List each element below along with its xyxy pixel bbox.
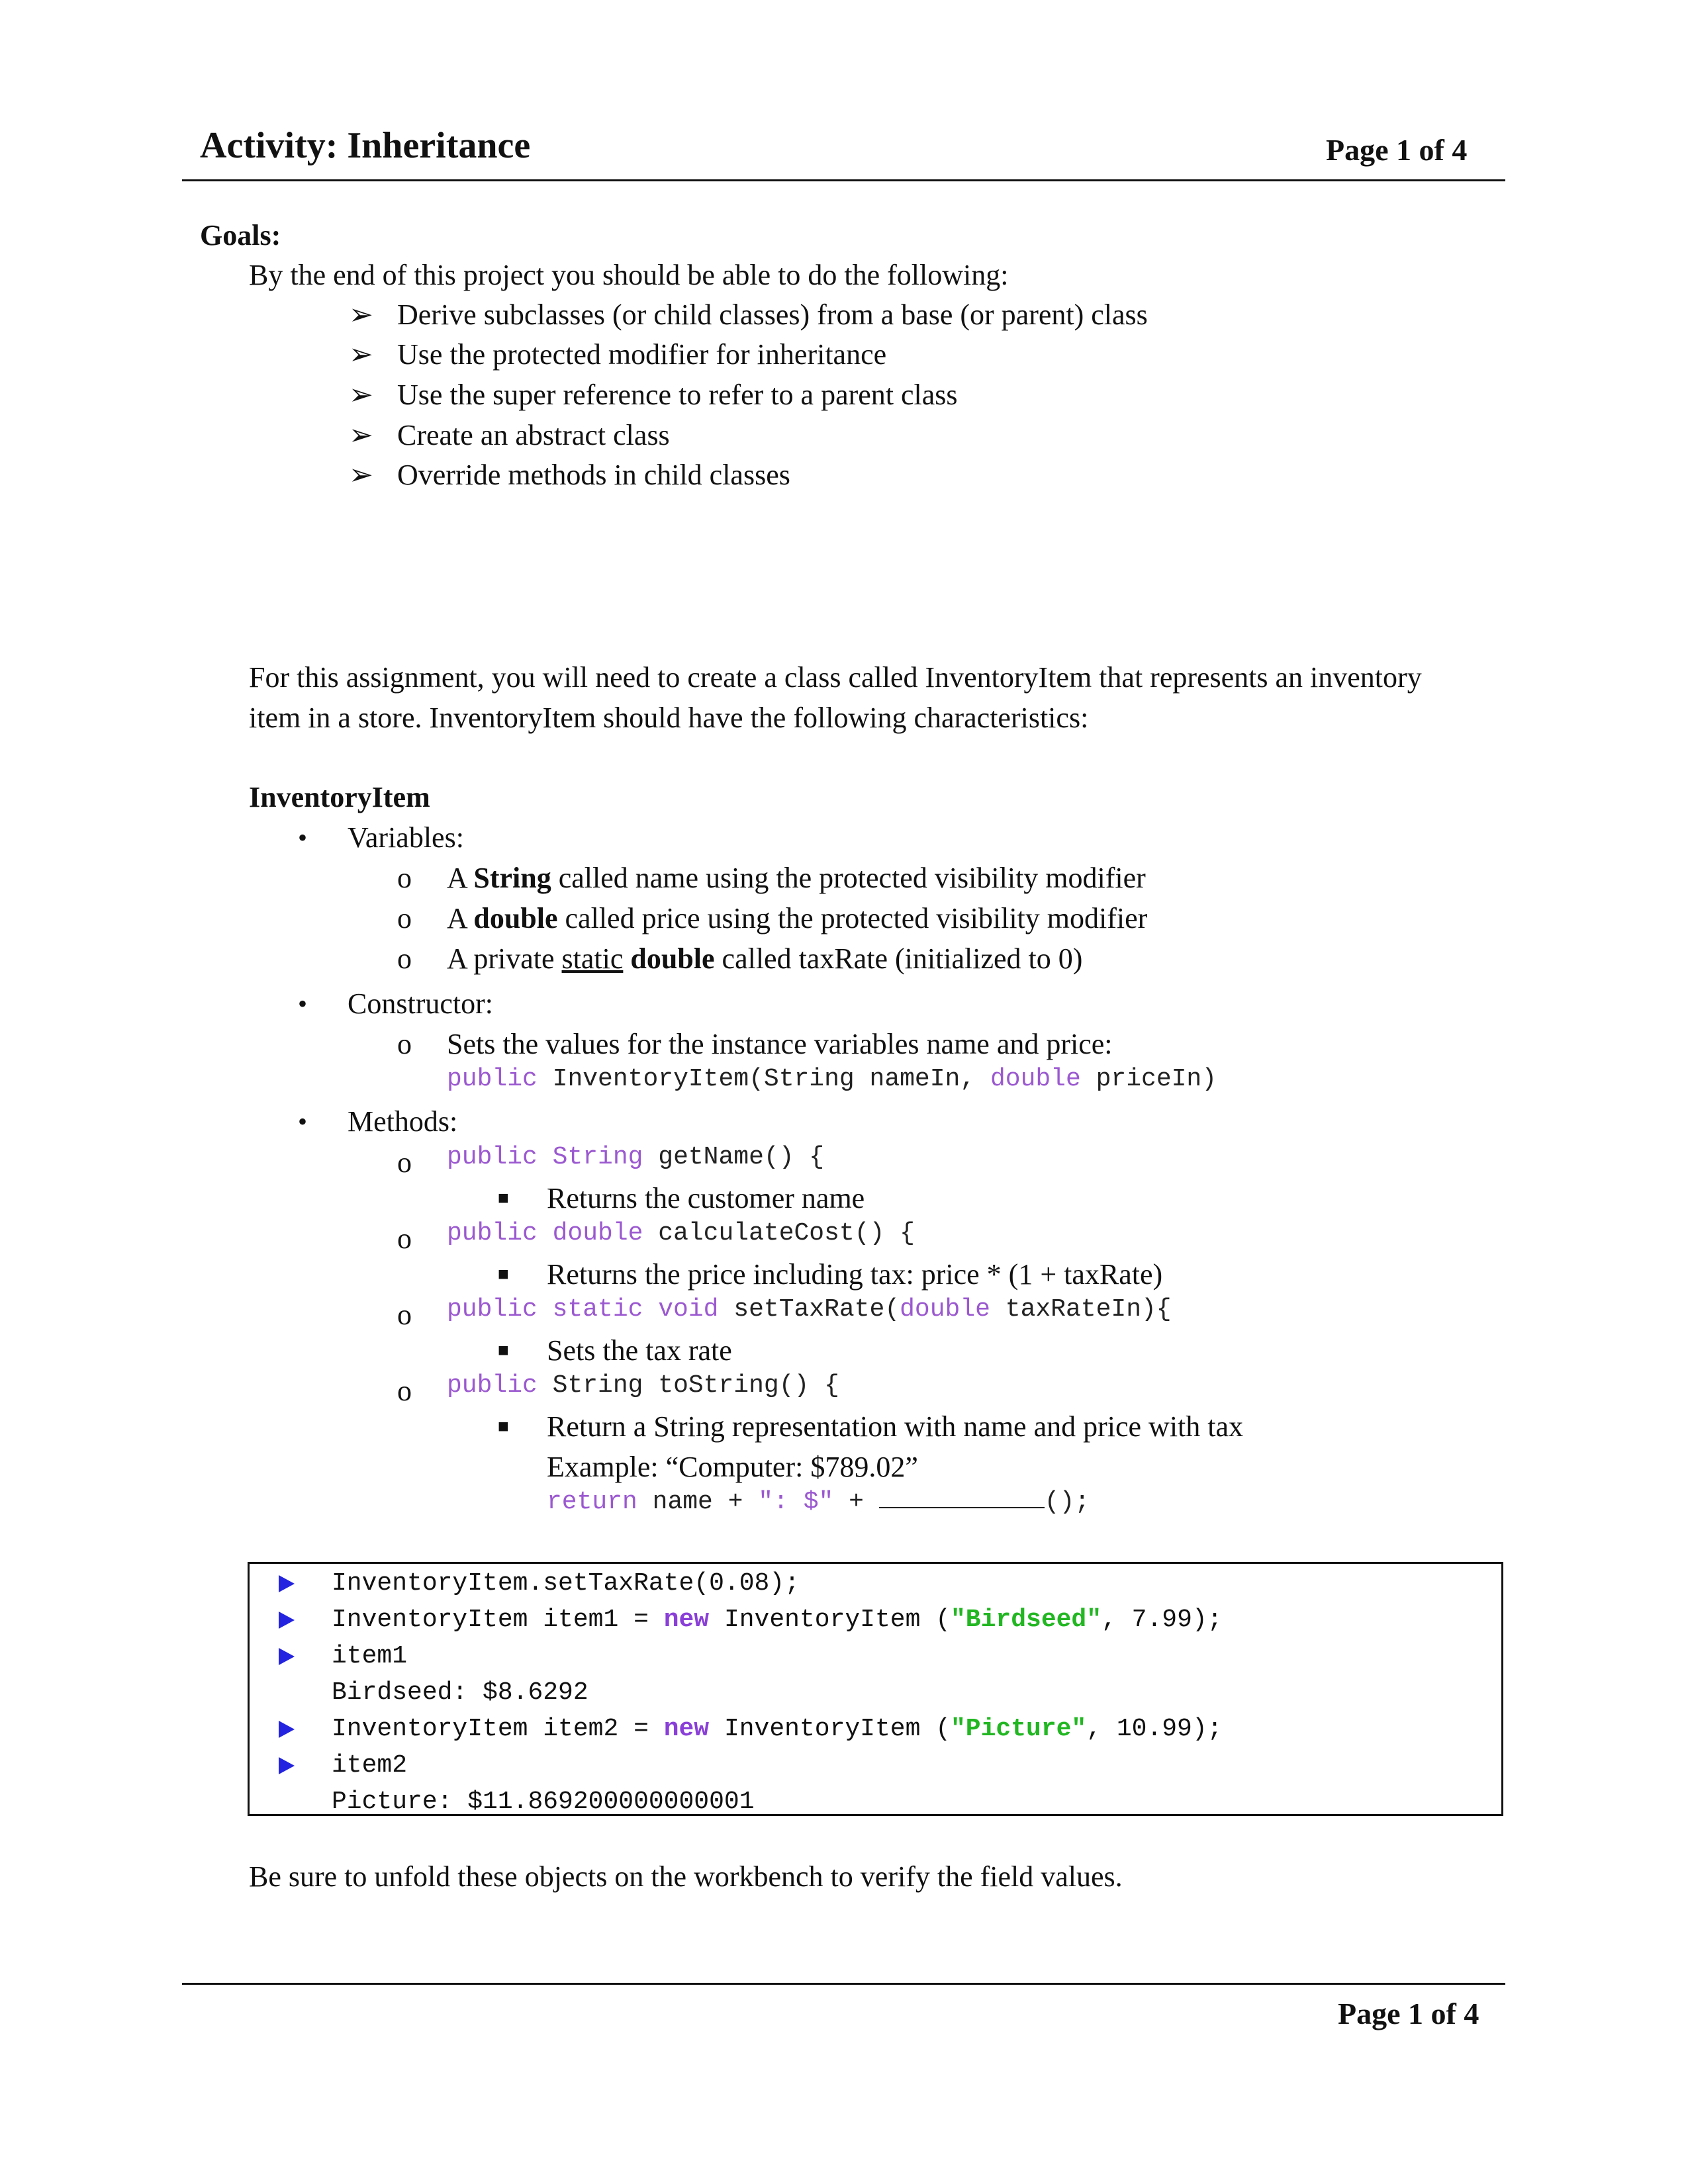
goals-heading: Goals:	[200, 219, 281, 251]
output-line: Picture: $11.869200000000001	[332, 1788, 755, 1816]
prompt-arrow-icon	[279, 1721, 295, 1738]
goal-item: Use the super reference to refer to a parent class	[397, 379, 958, 411]
circle-bullet-icon: o	[397, 942, 412, 975]
closing-note: Be sure to unfold these objects on the workbench to verify the field values.	[249, 1860, 1123, 1893]
variable-item: A double called price using the protected visibility modifier	[447, 902, 1148, 934]
bullet-icon: •	[298, 1107, 308, 1136]
page-title: Activity: Inheritance	[200, 125, 531, 166]
goal-item: Override methods in child classes	[397, 459, 790, 491]
circle-bullet-icon: o	[397, 862, 412, 894]
circle-bullet-icon: o	[397, 1375, 412, 1407]
interactions-code-box	[248, 1562, 1503, 1816]
circle-bullet-icon: o	[397, 902, 412, 934]
goal-item: Create an abstract class	[397, 419, 670, 451]
square-bullet-icon: ■	[498, 1340, 509, 1361]
constructor-desc: Sets the values for the instance variables name and price:	[447, 1028, 1113, 1060]
square-bullet-icon: ■	[498, 1416, 509, 1437]
footer-page-number: Page 1 of 4	[1338, 1997, 1479, 2030]
method-signature: public double calculateCost() {	[447, 1219, 915, 1248]
code-line: item1	[332, 1642, 408, 1670]
arrow-bullet-icon: ➢	[349, 419, 373, 451]
arrow-bullet-icon: ➢	[349, 379, 373, 411]
square-bullet-icon: ■	[498, 1188, 509, 1208]
method-example: Example: “Computer: $789.02”	[547, 1451, 918, 1483]
circle-bullet-icon: o	[397, 1222, 412, 1255]
code-line: InventoryItem item2 = new InventoryItem ("Picture", 10.99);	[332, 1715, 1223, 1743]
method-desc: Return a String representation with name and price with tax	[547, 1410, 1244, 1443]
constructor-signature: public InventoryItem(String nameIn, double priceIn)	[447, 1065, 1217, 1093]
class-name-heading: InventoryItem	[249, 781, 430, 813]
circle-bullet-icon: o	[397, 1028, 412, 1060]
circle-bullet-icon: o	[397, 1146, 412, 1179]
method-signature: public String getName() {	[447, 1143, 825, 1171]
assignment-line-1: For this assignment, you will need to create a class called InventoryItem that represents an inventory	[249, 661, 1422, 694]
fill-in-blank	[879, 1487, 1045, 1508]
method-desc: Returns the price including tax: price * (1 + taxRate)	[547, 1258, 1163, 1291]
prompt-arrow-icon	[279, 1757, 295, 1774]
prompt-arrow-icon	[279, 1612, 295, 1629]
variable-item: A String called name using the protected visibility modifier	[447, 862, 1146, 894]
variables-label: Variables:	[348, 821, 464, 854]
method-desc: Sets the tax rate	[547, 1334, 732, 1367]
code-line: item2	[332, 1751, 408, 1780]
return-statement: return name + ": $" + ();	[547, 1488, 1090, 1516]
arrow-bullet-icon: ➢	[349, 459, 373, 491]
goal-item: Derive subclasses (or child classes) from a base (or parent) class	[397, 298, 1148, 331]
goals-intro: By the end of this project you should be able to do the following:	[249, 259, 1009, 291]
bullet-icon: •	[298, 823, 308, 852]
bullet-icon: •	[298, 989, 308, 1019]
arrow-bullet-icon: ➢	[349, 338, 373, 371]
arrow-bullet-icon: ➢	[349, 298, 373, 331]
method-signature: public String toString() {	[447, 1371, 839, 1400]
assignment-line-2: item in a store. InventoryItem should have the following characteristics:	[249, 702, 1089, 734]
methods-label: Methods:	[348, 1105, 458, 1138]
square-bullet-icon: ■	[498, 1264, 509, 1285]
constructor-label: Constructor:	[348, 987, 493, 1020]
goal-item: Use the protected modifier for inheritance	[397, 338, 887, 371]
code-line: InventoryItem item1 = new InventoryItem ("Birdseed", 7.99);	[332, 1606, 1223, 1634]
method-signature: public static void setTaxRate(double taxRateIn){	[447, 1295, 1172, 1324]
variable-item: A private static double called taxRate (initialized to 0)	[447, 942, 1083, 975]
header-rule	[182, 179, 1505, 181]
code-line: InventoryItem.setTaxRate(0.08);	[332, 1569, 800, 1598]
circle-bullet-icon: o	[397, 1298, 412, 1331]
prompt-arrow-icon	[279, 1648, 295, 1665]
method-desc: Returns the customer name	[547, 1182, 865, 1214]
output-line: Birdseed: $8.6292	[332, 1678, 588, 1707]
prompt-arrow-icon	[279, 1575, 295, 1592]
header-page-number: Page 1 of 4	[1326, 133, 1468, 167]
footer-rule	[182, 1983, 1505, 1985]
